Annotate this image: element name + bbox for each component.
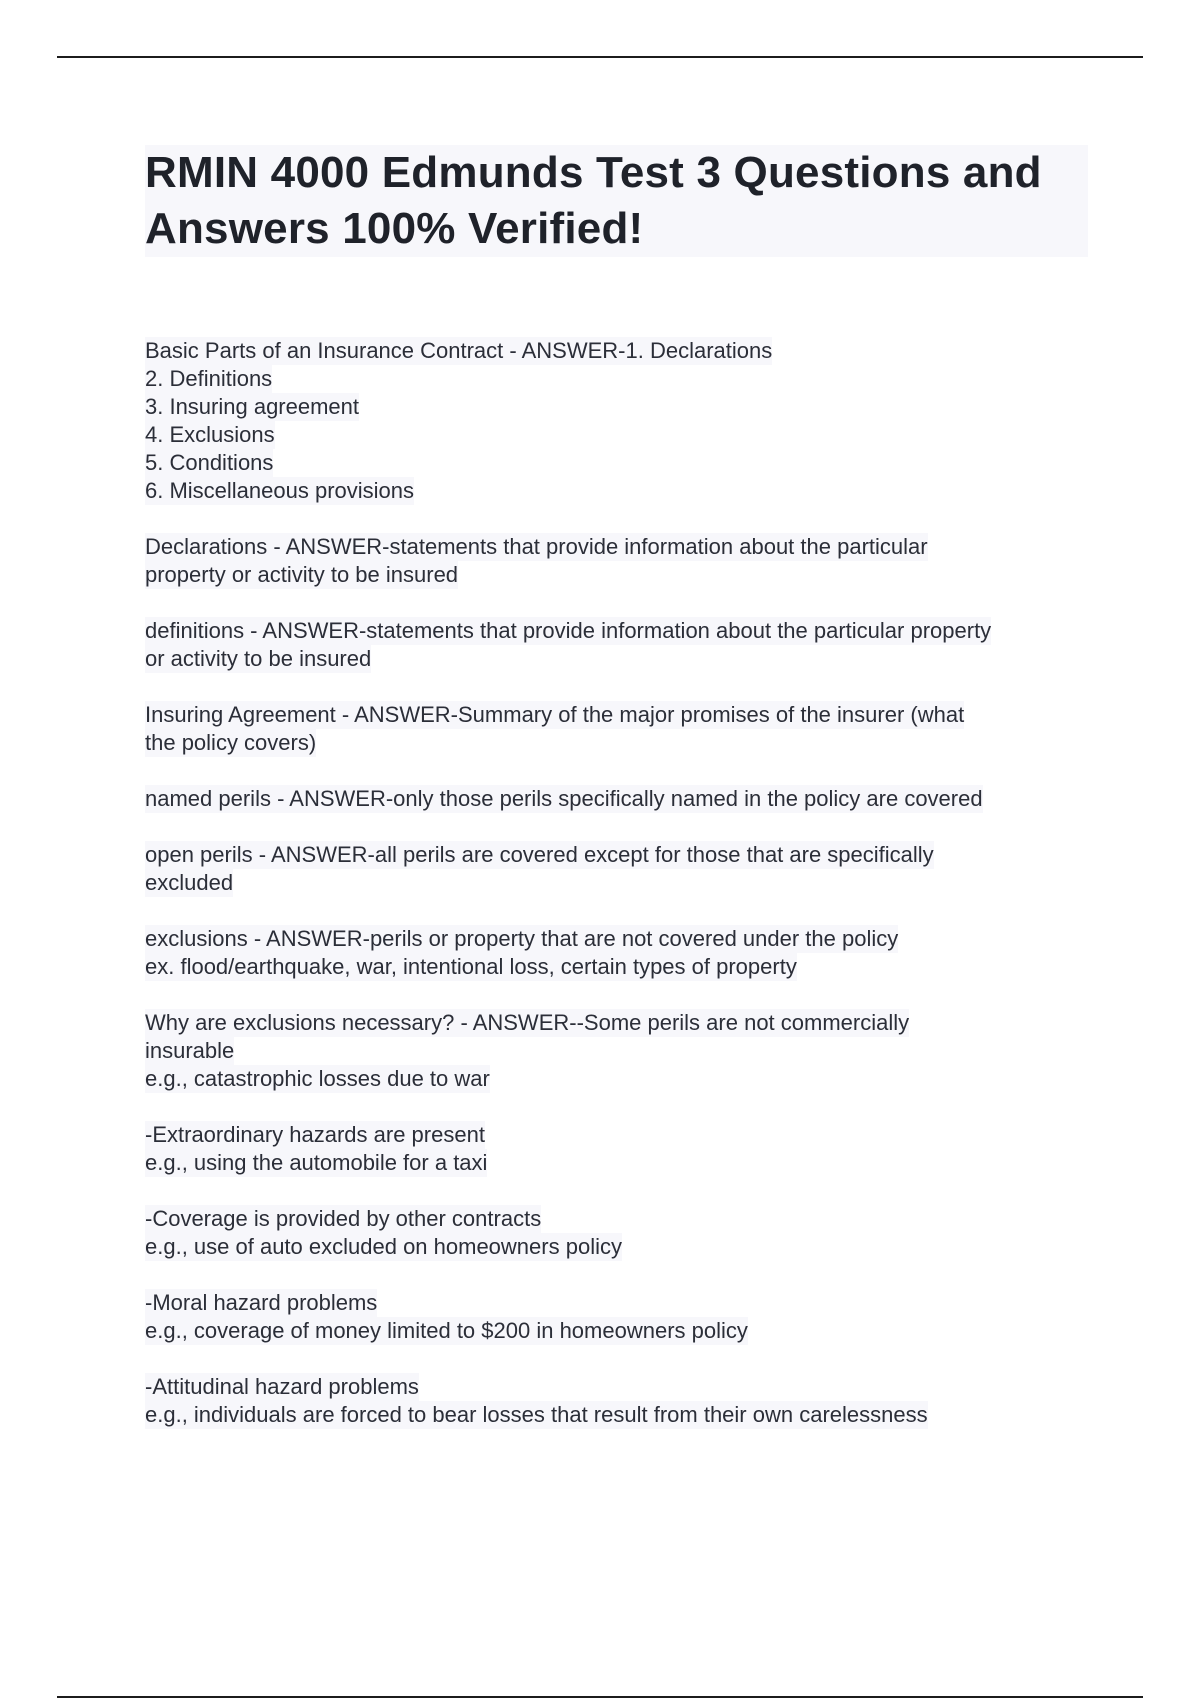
entry-line: e.g., coverage of money limited to $200 in homeowners policy <box>145 1318 748 1343</box>
entry-line: Why are exclusions necessary? - ANSWER--Some perils are not commercially <box>145 1010 910 1035</box>
entry-line: -Coverage is provided by other contracts <box>145 1206 542 1231</box>
entry-line: -Moral hazard problems <box>145 1290 378 1315</box>
qa-entry <box>145 337 1088 505</box>
entry-line: definitions - ANSWER-statements that provide information about the particular property <box>145 618 992 643</box>
bottom-rule <box>57 1696 1143 1698</box>
entry-line: excluded <box>145 870 234 895</box>
qa-entry <box>145 1121 1088 1177</box>
qa-entry <box>145 925 1088 981</box>
entry-line: 4. Exclusions <box>145 422 275 447</box>
qa-entry <box>145 841 1088 897</box>
qa-entry <box>145 701 1088 757</box>
entry-line: open perils - ANSWER-all perils are covered except for those that are specifically <box>145 842 934 867</box>
entry-line: 3. Insuring agreement <box>145 394 360 419</box>
entry-line: insurable <box>145 1038 235 1063</box>
entry-line: -Attitudinal hazard problems <box>145 1374 419 1399</box>
entry-line: property or activity to be insured <box>145 562 459 587</box>
entry-line: Insuring Agreement - ANSWER-Summary of the major promises of the insurer (what <box>145 702 965 727</box>
entry-line: the policy covers) <box>145 730 317 755</box>
top-rule <box>57 56 1143 58</box>
entry-line: -Extraordinary hazards are present <box>145 1122 485 1147</box>
qa-entry <box>145 785 1088 813</box>
entry-line: e.g., using the automobile for a taxi <box>145 1150 488 1175</box>
qa-entry <box>145 1373 1088 1429</box>
entry-line: 5. Conditions <box>145 450 274 475</box>
entry-line: e.g., catastrophic losses due to war <box>145 1066 490 1091</box>
document-title: RMIN 4000 Edmunds Test 3 Questions and Answers 100% Verified! <box>145 148 1042 253</box>
entry-line: 6. Miscellaneous provisions <box>145 478 415 503</box>
qa-entry <box>145 617 1088 673</box>
qa-entry <box>145 1205 1088 1261</box>
entry-line: e.g., use of auto excluded on homeowners policy <box>145 1234 622 1259</box>
qa-entry <box>145 533 1088 589</box>
qa-entry <box>145 1009 1088 1093</box>
title-block <box>145 145 1088 257</box>
entry-line: e.g., individuals are forced to bear losses that result from their own carelessness <box>145 1402 928 1427</box>
entry-line: named perils - ANSWER-only those perils specifically named in the policy are covered <box>145 786 983 811</box>
entry-line: or activity to be insured <box>145 646 372 671</box>
entry-line: Declarations - ANSWER-statements that provide information about the particular <box>145 534 928 559</box>
qa-entry <box>145 1289 1088 1345</box>
entry-line: Basic Parts of an Insurance Contract - ANSWER-1. Declarations <box>145 338 773 363</box>
entry-line: 2. Definitions <box>145 366 273 391</box>
entry-line: ex. flood/earthquake, war, intentional loss, certain types of property <box>145 954 797 979</box>
qa-content <box>145 337 1088 1457</box>
entry-line: exclusions - ANSWER-perils or property that are not covered under the policy <box>145 926 899 951</box>
